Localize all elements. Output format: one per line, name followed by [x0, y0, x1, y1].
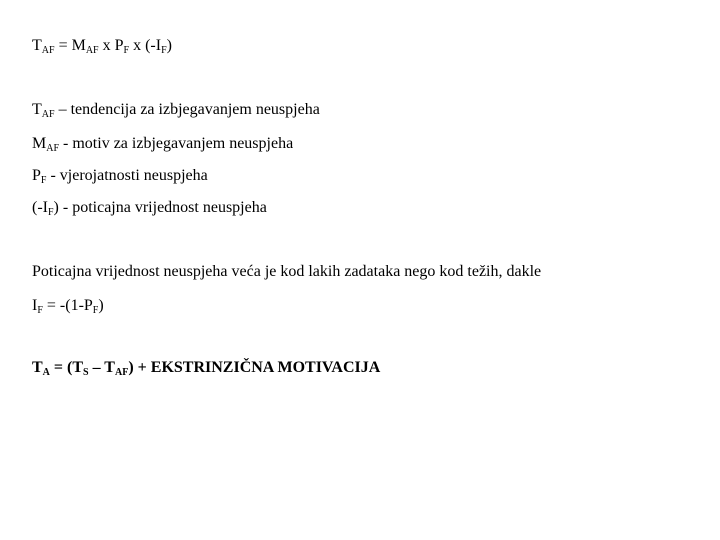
subscript: AF — [41, 45, 55, 56]
formula-text: T — [32, 359, 43, 376]
subscript: AF — [41, 109, 55, 120]
subscript: F — [161, 45, 167, 56]
formula-text: = M — [54, 37, 86, 54]
statement-text: Poticajna vrijednost neuspjeha veća je kod lakih zadataka nego kod težih, dakle — [32, 263, 542, 280]
subscript: S — [83, 367, 89, 378]
formula-text: I — [32, 297, 38, 314]
formula-text: T — [32, 37, 42, 54]
definition-text: - vjerojatnosti neuspjeha — [46, 167, 208, 184]
definition-symbol: P — [32, 167, 41, 184]
subscript: F — [47, 207, 54, 218]
formula-text: = -(1-P — [42, 297, 93, 314]
if-formula — [32, 296, 104, 316]
subscript: F — [40, 175, 47, 186]
definition-symbol: T — [32, 101, 42, 118]
definition-taf — [32, 100, 320, 120]
formula-text: = (T — [49, 359, 84, 376]
definition-maf — [32, 134, 293, 154]
formula-text: ) + EKSTRINZIČNA MOTIVACIJA — [128, 359, 381, 376]
ta-formula — [32, 358, 380, 378]
formula-text: – T — [88, 359, 115, 376]
definition-if — [32, 198, 267, 218]
definition-text: ) - poticajna vrijednost neuspjeha — [53, 199, 267, 216]
formula-text: x P — [98, 37, 124, 54]
subscript: AF — [85, 45, 99, 56]
main-formula — [32, 36, 172, 56]
definition-symbol: M — [32, 135, 47, 152]
subscript: AF — [46, 143, 60, 154]
definition-pf — [32, 166, 208, 186]
formula-text: ) — [98, 297, 104, 314]
definition-symbol: (-I — [32, 199, 48, 216]
formula-text: x (-I — [129, 37, 162, 54]
definition-text: – tendencija za izbjegavanjem neuspjeha — [54, 101, 320, 118]
subscript: A — [42, 367, 50, 378]
definition-text: - motiv za izbjegavanjem neuspjeha — [59, 135, 294, 152]
subscript: F — [37, 305, 43, 316]
formula-text: ) — [166, 37, 172, 54]
subscript: F — [92, 305, 99, 316]
subscript: AF — [114, 367, 129, 378]
subscript: F — [123, 45, 130, 56]
